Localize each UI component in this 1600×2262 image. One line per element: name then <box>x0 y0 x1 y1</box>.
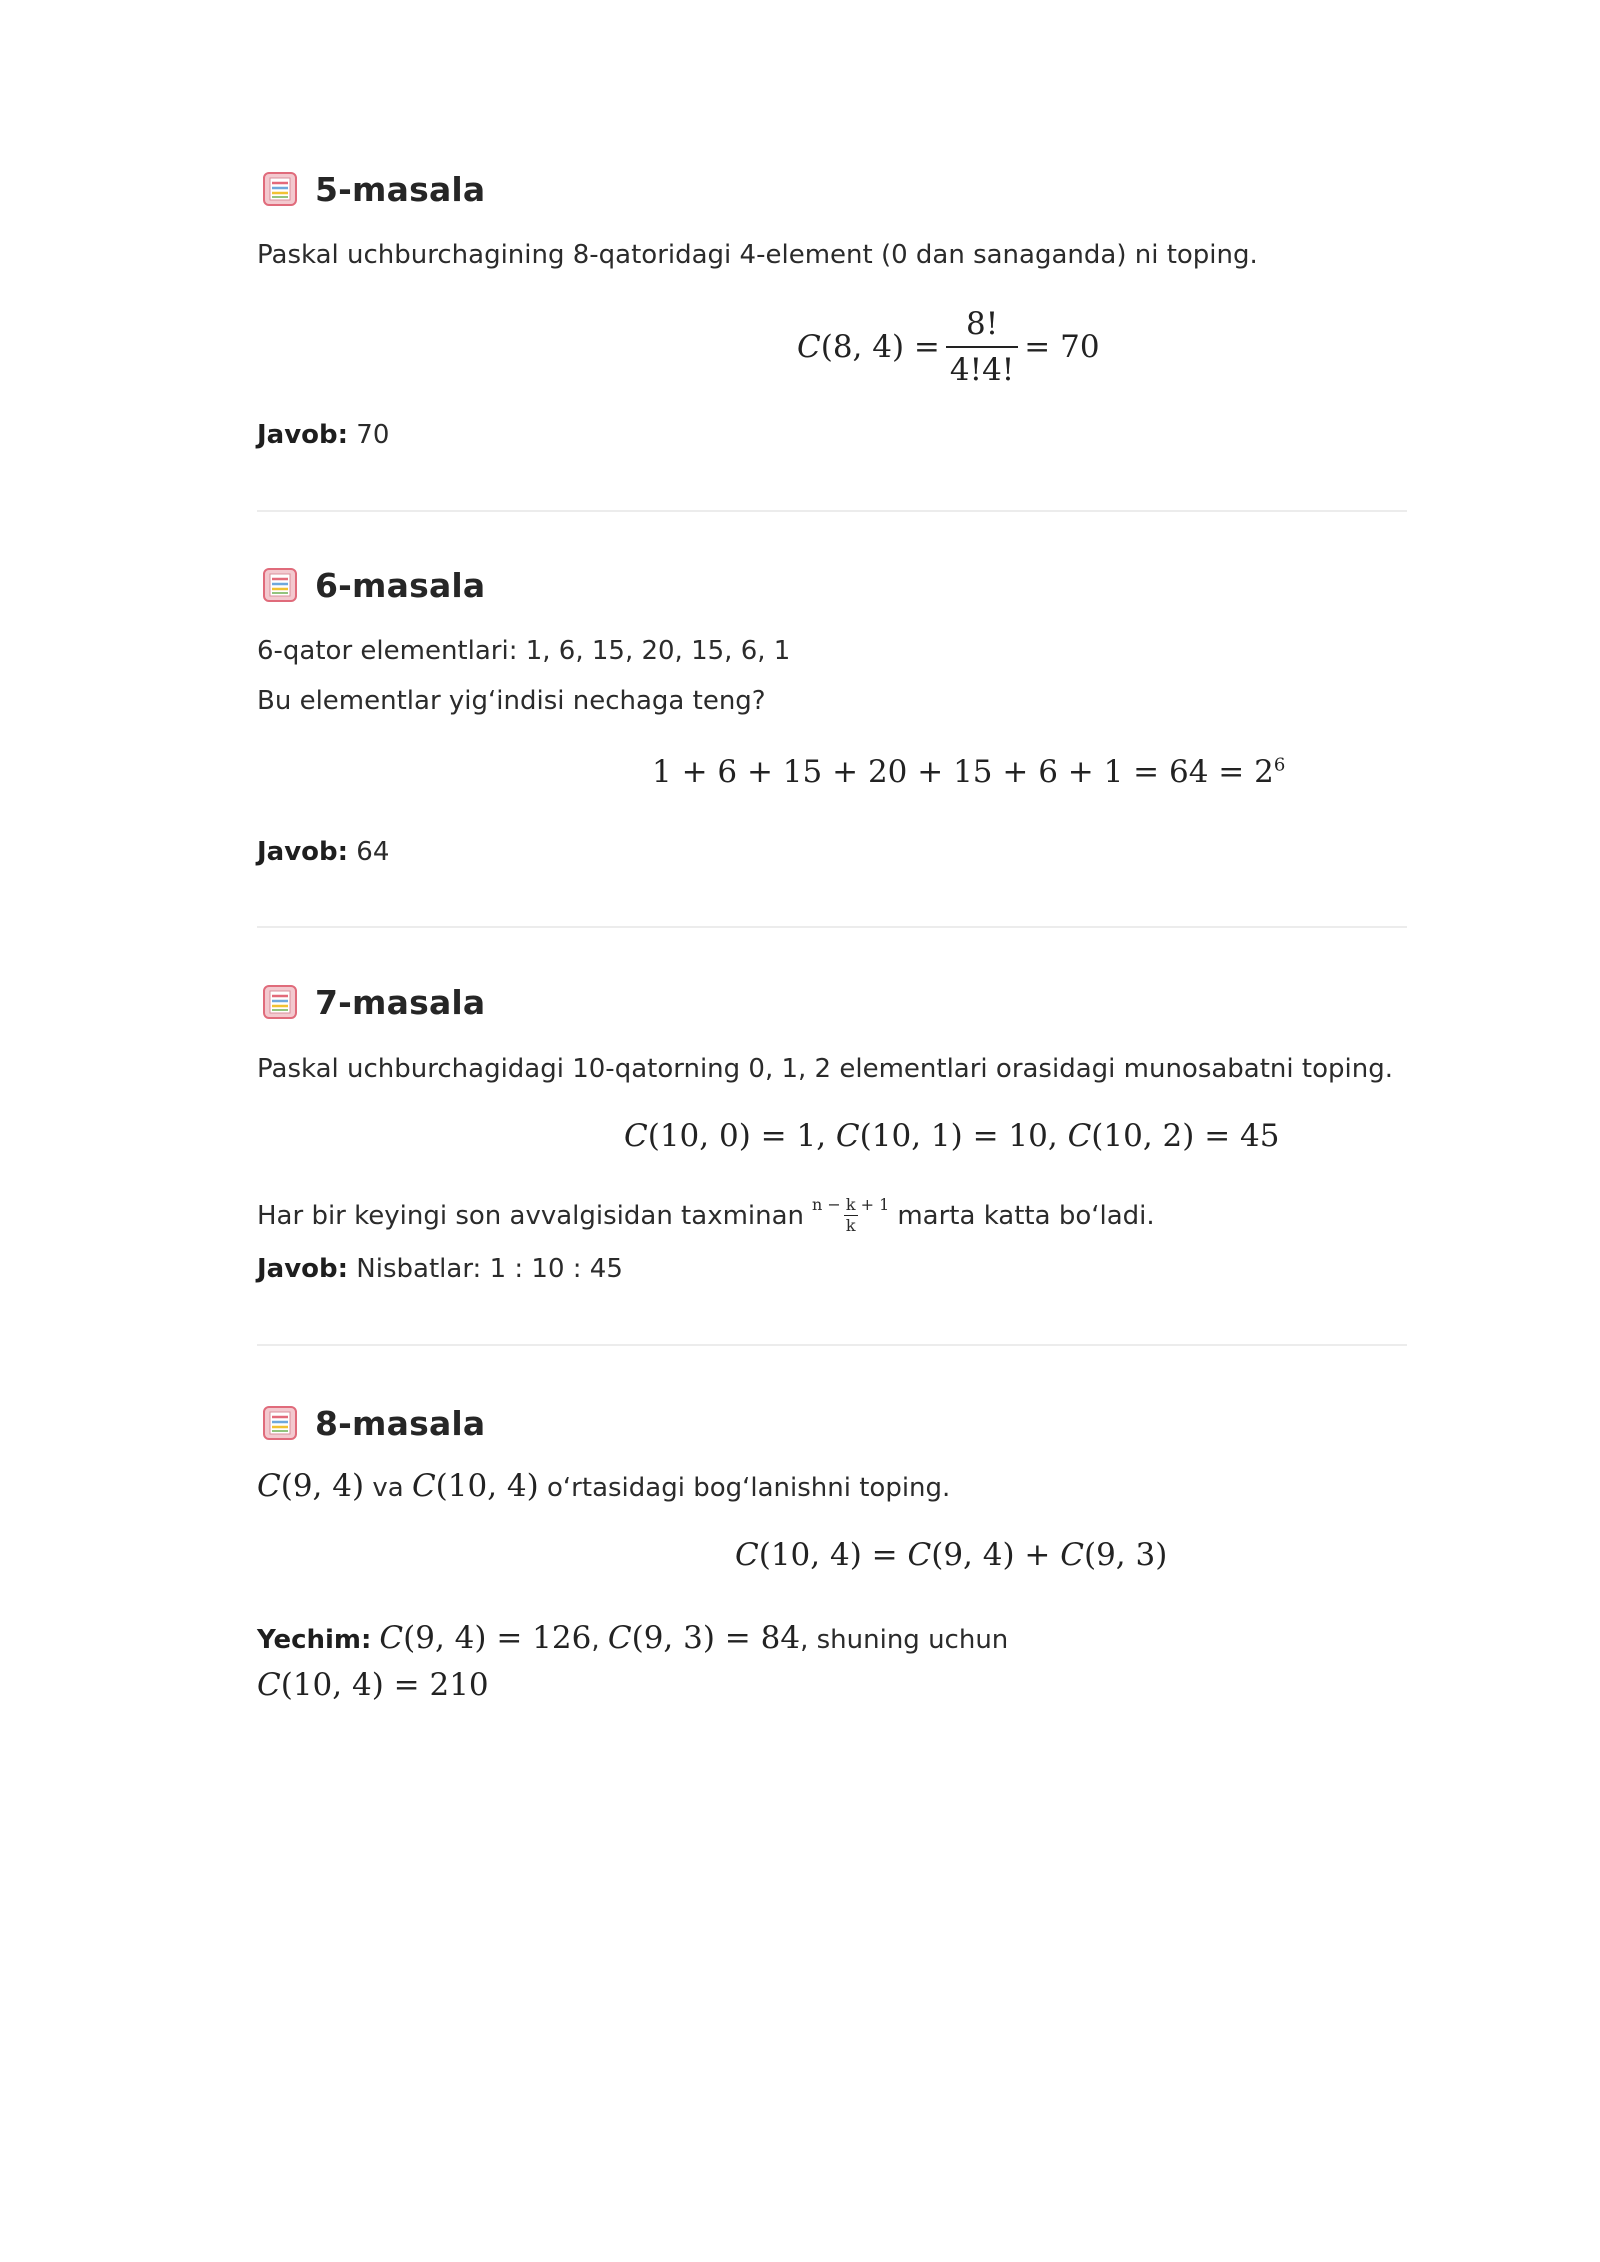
statement-math-2: C(10, 4) <box>411 1468 539 1504</box>
fraction-denominator: 4!4! <box>946 346 1018 388</box>
problem-title: 6-masala <box>315 565 486 605</box>
answer-label: Javob: <box>257 420 349 450</box>
problem-title: 5-masala <box>315 169 486 209</box>
problem-heading <box>263 167 485 211</box>
formula: C(10, 0) = 1, C(10, 1) = 10, C(10, 2) = 45 <box>624 1118 1280 1154</box>
problem-statement <box>257 1468 950 1504</box>
solution-sep: , <box>591 1625 608 1655</box>
abacus-icon <box>263 1406 297 1440</box>
problem-title: 8-masala <box>315 1403 486 1443</box>
abacus-icon <box>263 568 297 602</box>
solution-after: , shuning uchun <box>800 1625 1009 1655</box>
answer-label: Javob: <box>257 837 349 867</box>
formula-fraction <box>946 306 1018 388</box>
note-fraction <box>810 1196 891 1235</box>
problem-statement: Paskal uchburchagining 8-qatoridagi 4-element (0 dan sanaganda) ni toping. <box>257 240 1258 270</box>
statement-math-1: C(9, 4) <box>257 1468 365 1504</box>
abacus-icon <box>263 172 297 206</box>
answer-line <box>257 420 389 450</box>
note-fraction-denominator: k <box>845 1216 856 1235</box>
formula-rhs: = 70 <box>1024 329 1100 365</box>
answer-value: 70 <box>348 420 390 450</box>
solution-line <box>257 1620 1008 1656</box>
solution-result: C(10, 4) = 210 <box>257 1667 489 1703</box>
note-after: marta katta bo‘ladi. <box>897 1200 1155 1231</box>
answer-value: 64 <box>348 837 390 867</box>
statement-after: o‘rtasidagi bog‘lanishni toping. <box>538 1473 951 1503</box>
solution-label: Yechim: <box>257 1625 372 1655</box>
problem-line-2: Bu elementlar yig‘indisi nechaga teng? <box>257 686 766 716</box>
answer-value: Nisbatlar: 1 : 10 : 45 <box>348 1254 623 1284</box>
statement-mid: va <box>364 1473 412 1503</box>
answer-line <box>257 837 389 867</box>
note-fraction-numerator: n − k + 1 <box>812 1195 890 1214</box>
problem-statement: Paskal uchburchagidagi 10-qatorning 0, 1, 2 elementlari orasidagi munosabatni toping. <box>257 1054 1393 1084</box>
abacus-icon <box>263 985 297 1019</box>
formula-exponent: 6 <box>1273 754 1286 776</box>
problem-line-1: 6-qator elementlari: 1, 6, 15, 20, 15, 6, 1 <box>257 636 791 666</box>
formula: $1 + 6 + 15 + 20 + 15 + 6 + 1 = 64 = 2^6$ <box>652 754 1286 790</box>
problem-heading <box>263 563 485 607</box>
formula-lhs: C(8, 4) = <box>797 329 940 365</box>
answer-label: Javob: <box>257 1254 349 1284</box>
answer-line <box>257 1254 623 1284</box>
problem-title: 7-masala <box>315 982 486 1022</box>
formula: C(10, 4) = C(9, 4) + C(9, 3) <box>735 1537 1168 1573</box>
fraction-numerator: 8! <box>966 306 999 342</box>
divider <box>257 510 1407 512</box>
problem-heading <box>263 980 485 1024</box>
divider <box>257 1344 1407 1346</box>
note-before: Har bir keyingi son avvalgisidan taxminan <box>257 1200 805 1231</box>
problem-heading <box>263 1401 485 1445</box>
note-line <box>257 1196 1155 1235</box>
solution-math-1: C(9, 4) = 126 <box>379 1620 592 1656</box>
divider <box>257 926 1407 928</box>
solution-math-2: C(9, 3) = 84 <box>607 1620 801 1656</box>
formula <box>797 306 1100 388</box>
